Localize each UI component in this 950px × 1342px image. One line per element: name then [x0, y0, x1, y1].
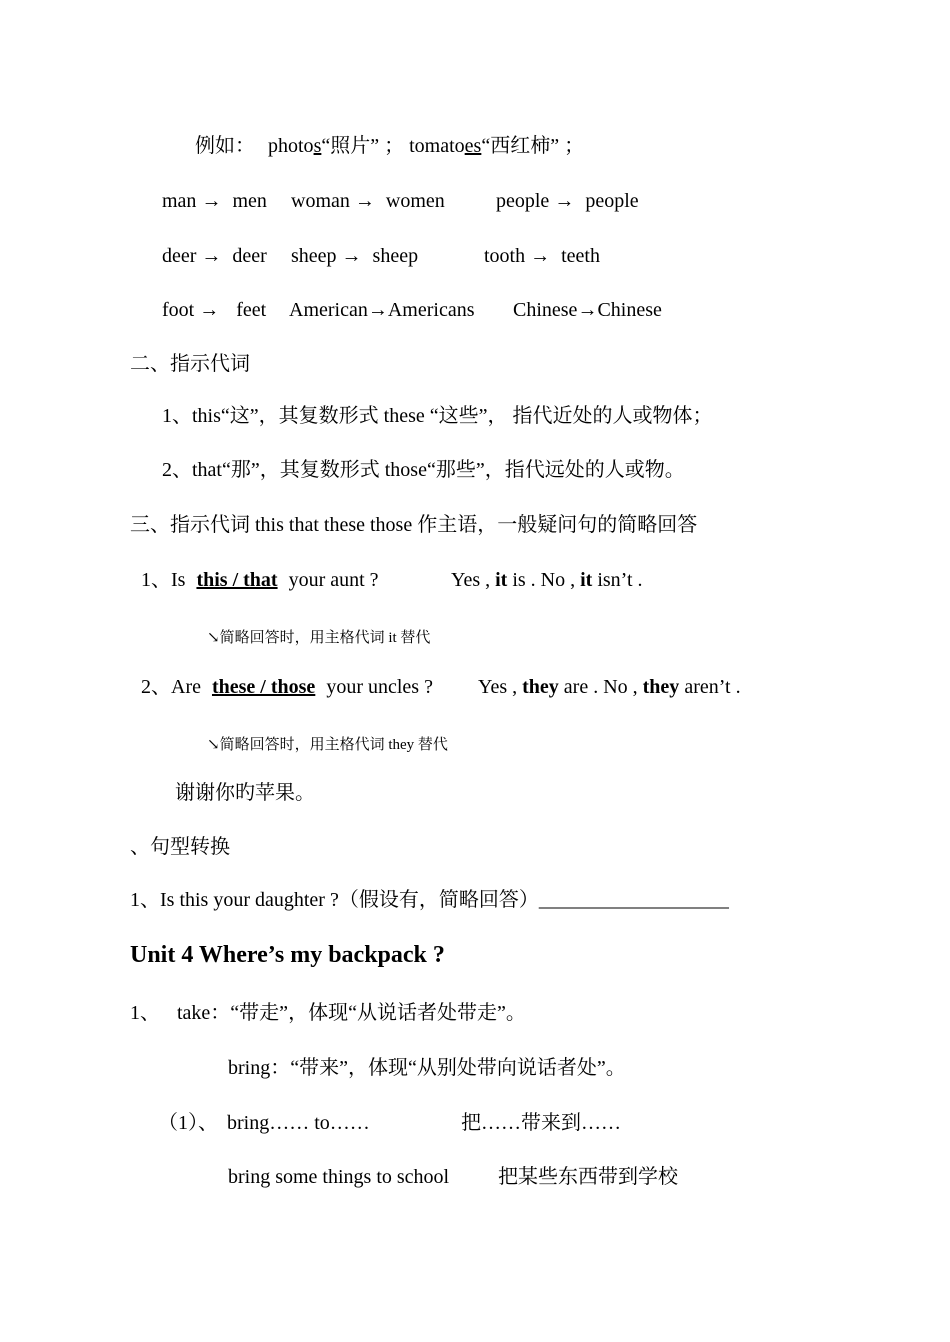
arrow-icon: →	[530, 245, 551, 267]
transform-question-1: 1、Is this your daughter ?（假设有，简略回答）___________________	[130, 889, 729, 911]
irregular-from: people	[496, 190, 550, 212]
irregular-to: men	[232, 190, 267, 212]
arrow-icon: →	[577, 299, 598, 321]
example-word-photo: photo	[268, 135, 314, 157]
question-number: 2、Are	[141, 676, 201, 698]
irregular-from: Chinese	[513, 299, 578, 321]
item-number: 1、	[130, 1002, 160, 1024]
example-en: bring some things to school	[228, 1166, 450, 1188]
example-end: ；	[564, 135, 585, 157]
answer-text: isn’t .	[597, 569, 643, 591]
arrow-icon: →	[554, 190, 575, 212]
irregular-from: sheep	[291, 245, 337, 267]
answer-text: aren’t .	[684, 676, 741, 698]
arrow-icon: →	[341, 245, 362, 267]
example-suffix-s: s	[313, 135, 322, 157]
answer-text: Yes ,	[451, 569, 491, 591]
section2-item-1: 1、this“这”，其复数形式 these “这些”， 指代近处的人或物体；	[162, 405, 713, 427]
arrow-icon: →	[199, 299, 220, 321]
section2-heading: 二、指示代词	[130, 353, 250, 375]
irregular-pair	[162, 244, 267, 268]
sub-phrase: bring…… to……	[227, 1112, 370, 1134]
answer-text: are . No ,	[563, 676, 638, 698]
irregular-pair	[162, 189, 267, 213]
example-separator: ；	[384, 135, 405, 157]
arrow-icon: →	[201, 190, 222, 212]
example-prefix: 例如：	[195, 135, 255, 157]
example-word-tomato: tomato	[409, 135, 465, 157]
question-focus: these / those	[211, 676, 316, 698]
answer-1	[451, 568, 643, 592]
answer-pronoun: it	[495, 569, 508, 591]
example-cn: 把某些东西带到学校	[498, 1166, 678, 1188]
note-1: ↘简略回答时，用主格代词 it 替代	[207, 630, 431, 646]
irregular-pair	[513, 298, 662, 322]
thanks-line: 谢谢你旳苹果。	[175, 782, 315, 804]
answer-pronoun: they	[522, 676, 559, 698]
irregular-to: Americans	[387, 299, 475, 321]
question-2	[141, 675, 433, 699]
irregular-to: feet	[236, 299, 267, 321]
irregular-to: Chinese	[597, 299, 662, 321]
irregular-to: people	[585, 190, 639, 212]
example-meaning-photo: “照片”	[321, 135, 380, 157]
irregular-to: women	[385, 190, 445, 212]
irregular-from: deer	[162, 245, 197, 267]
answer-pronoun: it	[580, 569, 593, 591]
irregular-pair	[291, 244, 418, 268]
example-line	[195, 134, 584, 158]
irregular-from: man	[162, 190, 197, 212]
irregular-pair	[484, 244, 600, 268]
transform-heading: 、句型转换	[130, 836, 230, 858]
irregular-pair	[496, 189, 639, 213]
example-suffix-es: es	[464, 135, 482, 157]
unit4-item-1	[130, 1001, 526, 1025]
example-meaning-tomato: “西红柿”	[481, 135, 560, 157]
answer-2	[478, 675, 741, 699]
irregular-to: deer	[232, 245, 267, 267]
answer-text: Yes ,	[478, 676, 518, 698]
question-1	[141, 568, 379, 592]
note-2: ↘简略回答时，用主格代词 they 替代	[207, 737, 448, 753]
section2-item-2: 2、that“那”，其复数形式 those“那些”，指代远处的人或物。	[162, 459, 685, 481]
unit-title: Unit 4 Where’s my backpack ?	[130, 942, 445, 968]
sub-number: （1）、	[158, 1112, 218, 1134]
sub-meaning: 把……带来到……	[461, 1112, 621, 1134]
irregular-from: tooth	[484, 245, 526, 267]
answer-pronoun: they	[642, 676, 680, 698]
question-number: 1、Is	[141, 569, 186, 591]
irregular-pair	[289, 298, 475, 322]
item-text: take：“带走”，体现“从说话者处带走”。	[177, 1002, 526, 1024]
irregular-from: woman	[291, 190, 350, 212]
unit4-bring-line: bring：“带来”，体现“从别处带向说话者处”。	[228, 1057, 626, 1079]
arrow-icon: →	[201, 245, 222, 267]
unit4-sub-1	[158, 1111, 370, 1135]
arrow-icon: →	[367, 299, 388, 321]
question-rest: your uncles ?	[326, 676, 433, 698]
section3-heading: 三、指示代词 this that these those 作主语，一般疑问句的简略回答	[130, 514, 698, 536]
irregular-from: foot	[162, 299, 195, 321]
irregular-pair	[162, 298, 266, 322]
irregular-to: teeth	[561, 245, 600, 267]
irregular-pair	[291, 189, 445, 213]
arrow-icon: →	[354, 190, 375, 212]
irregular-to: sheep	[372, 245, 419, 267]
question-rest: your aunt ?	[288, 569, 379, 591]
question-focus: this / that	[196, 569, 278, 591]
answer-text: is . No ,	[512, 569, 576, 591]
irregular-from: American	[289, 299, 368, 321]
